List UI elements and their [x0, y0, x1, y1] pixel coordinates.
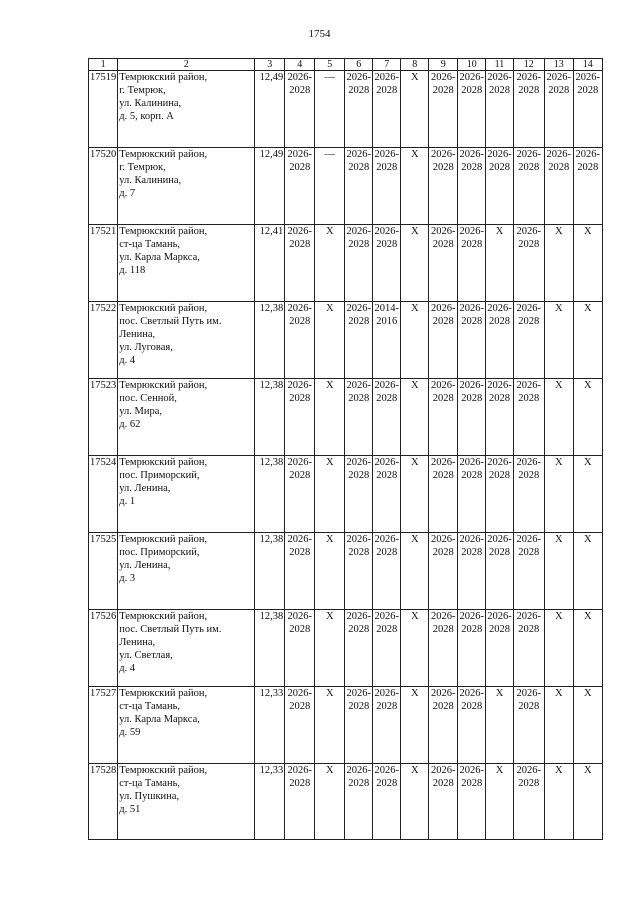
- period-cell: Х: [544, 302, 573, 379]
- period-cell: 2026- 2028: [373, 379, 401, 456]
- address-line: д. 59: [119, 727, 141, 738]
- period-cell: Х: [401, 148, 429, 225]
- period-cell: 2026- 2028: [429, 456, 458, 533]
- address-line: пос. Приморский,: [119, 470, 200, 481]
- period-cell: Х: [544, 379, 573, 456]
- address-cell: [118, 225, 255, 302]
- period-cell: 2026- 2028: [486, 533, 514, 610]
- period-cell: 2026- 2028: [373, 71, 401, 148]
- period-cell: Х: [544, 687, 573, 764]
- address-line: д. 4: [119, 663, 136, 674]
- period-cell: 2026- 2028: [345, 610, 373, 687]
- address-line: пос. Светлый Путь им.: [119, 624, 222, 635]
- period-cell: Х: [315, 379, 345, 456]
- period-cell: 2026- 2028: [573, 71, 602, 148]
- area-value: 12,38: [255, 533, 285, 610]
- column-header: 1: [89, 59, 118, 71]
- period-cell: Х: [544, 610, 573, 687]
- period-cell: 2026- 2028: [345, 302, 373, 379]
- period-cell: 2026- 2028: [458, 379, 486, 456]
- record-number: 17524: [89, 456, 118, 533]
- address-line: ст-ца Тамань,: [119, 778, 180, 789]
- column-number-row: [89, 59, 603, 71]
- table-row: [89, 379, 603, 456]
- period-cell: 2014- 2016: [373, 302, 401, 379]
- period-cell: 2026- 2028: [345, 225, 373, 302]
- area-value: 12,38: [255, 302, 285, 379]
- period-cell: 2026- 2028: [513, 533, 544, 610]
- period-cell: 2026- 2028: [458, 533, 486, 610]
- column-header: 12: [513, 59, 544, 71]
- period-cell: Х: [315, 533, 345, 610]
- period-cell: 2026- 2028: [513, 302, 544, 379]
- period-cell: 2026- 2028: [429, 71, 458, 148]
- period-cell: Х: [544, 225, 573, 302]
- period-cell: Х: [573, 764, 602, 840]
- period-cell: Х: [544, 456, 573, 533]
- address-line: пос. Сенной,: [119, 393, 177, 404]
- period-cell: Х: [544, 764, 573, 840]
- period-cell: 2026- 2028: [429, 764, 458, 840]
- area-value: 12,33: [255, 687, 285, 764]
- period-cell: Х: [486, 764, 514, 840]
- period-cell: 2026- 2028: [429, 379, 458, 456]
- address-cell: [118, 71, 255, 148]
- address-line: Темрюкский район,: [119, 149, 208, 160]
- address-line: д. 1: [119, 496, 136, 507]
- period-cell: Х: [486, 225, 514, 302]
- period-cell: 2026- 2028: [429, 225, 458, 302]
- column-header: 7: [373, 59, 401, 71]
- period-cell: Х: [315, 764, 345, 840]
- period-cell: 2026- 2028: [458, 687, 486, 764]
- period-cell: Х: [315, 302, 345, 379]
- table-row: [89, 302, 603, 379]
- address-line: д. 4: [119, 355, 136, 366]
- column-header: 2: [118, 59, 255, 71]
- address-line: д. 5, корп. А: [119, 111, 174, 122]
- address-cell: [118, 533, 255, 610]
- area-value: 12,33: [255, 764, 285, 840]
- record-number: 17521: [89, 225, 118, 302]
- address-cell: [118, 148, 255, 225]
- address-line: ул. Калинина,: [119, 98, 182, 109]
- period-cell: 2026- 2028: [373, 610, 401, 687]
- address-line: Темрюкский район,: [119, 611, 208, 622]
- address-cell: [118, 456, 255, 533]
- table-row: [89, 456, 603, 533]
- column-header: 6: [345, 59, 373, 71]
- period-cell: 2026- 2028: [513, 225, 544, 302]
- period-cell: 2026- 2028: [285, 71, 315, 148]
- address-line: Темрюкский район,: [119, 457, 208, 468]
- address-line: д. 7: [119, 188, 136, 199]
- address-line: Ленина,: [119, 329, 156, 340]
- record-number: 17520: [89, 148, 118, 225]
- period-cell: 2026- 2028: [285, 225, 315, 302]
- address-line: ул. Луговая,: [119, 342, 173, 353]
- period-cell: 2026- 2028: [285, 687, 315, 764]
- area-value: 12,38: [255, 456, 285, 533]
- period-cell: 2026- 2028: [373, 764, 401, 840]
- address-line: Темрюкский район,: [119, 765, 208, 776]
- period-cell: 2026- 2028: [458, 764, 486, 840]
- period-cell: —: [315, 71, 345, 148]
- period-cell: Х: [401, 225, 429, 302]
- period-cell: Х: [401, 687, 429, 764]
- address-cell: [118, 610, 255, 687]
- period-cell: 2026- 2028: [345, 533, 373, 610]
- period-cell: 2026- 2028: [345, 148, 373, 225]
- period-cell: 2026- 2028: [573, 148, 602, 225]
- table-row: [89, 225, 603, 302]
- period-cell: Х: [315, 225, 345, 302]
- period-cell: 2026- 2028: [285, 148, 315, 225]
- period-cell: 2026- 2028: [458, 456, 486, 533]
- period-cell: Х: [401, 533, 429, 610]
- period-cell: 2026- 2028: [429, 533, 458, 610]
- period-cell: 2026- 2028: [513, 379, 544, 456]
- period-cell: 2026- 2028: [544, 148, 573, 225]
- table-body: [89, 71, 603, 840]
- period-cell: Х: [573, 610, 602, 687]
- period-cell: 2026- 2028: [486, 148, 514, 225]
- period-cell: Х: [315, 456, 345, 533]
- period-cell: 2026- 2028: [373, 225, 401, 302]
- address-line: ст-ца Тамань,: [119, 701, 180, 712]
- address-line: пос. Светлый Путь им.: [119, 316, 222, 327]
- column-header: 9: [429, 59, 458, 71]
- period-cell: Х: [486, 687, 514, 764]
- area-value: 12,49: [255, 148, 285, 225]
- record-number: 17522: [89, 302, 118, 379]
- column-header: 3: [255, 59, 285, 71]
- period-cell: 2026- 2028: [513, 71, 544, 148]
- registry-table: [88, 58, 603, 840]
- address-line: ул. Мира,: [119, 406, 163, 417]
- address-cell: [118, 764, 255, 840]
- address-line: г. Темрюк,: [119, 162, 166, 173]
- period-cell: 2026- 2028: [513, 764, 544, 840]
- period-cell: 2026- 2028: [513, 148, 544, 225]
- record-number: 17525: [89, 533, 118, 610]
- period-cell: 2026- 2028: [345, 764, 373, 840]
- address-line: Темрюкский район,: [119, 380, 208, 391]
- address-line: Темрюкский район,: [119, 688, 208, 699]
- period-cell: 2026- 2028: [285, 533, 315, 610]
- period-cell: 2026- 2028: [458, 610, 486, 687]
- period-cell: 2026- 2028: [513, 687, 544, 764]
- period-cell: Х: [401, 379, 429, 456]
- address-line: г. Темрюк,: [119, 85, 166, 96]
- period-cell: 2026- 2028: [429, 148, 458, 225]
- period-cell: 2026- 2028: [345, 71, 373, 148]
- period-cell: Х: [401, 764, 429, 840]
- address-line: Темрюкский район,: [119, 72, 208, 83]
- address-line: ул. Калинина,: [119, 175, 182, 186]
- period-cell: Х: [544, 533, 573, 610]
- table-row: [89, 71, 603, 148]
- period-cell: —: [315, 148, 345, 225]
- period-cell: 2026- 2028: [345, 379, 373, 456]
- record-number: 17528: [89, 764, 118, 840]
- area-value: 12,38: [255, 379, 285, 456]
- period-cell: 2026- 2028: [285, 610, 315, 687]
- address-line: д. 3: [119, 573, 136, 584]
- area-value: 12,41: [255, 225, 285, 302]
- period-cell: 2026- 2028: [486, 71, 514, 148]
- period-cell: 2026- 2028: [285, 456, 315, 533]
- address-line: Темрюкский район,: [119, 226, 208, 237]
- period-cell: 2026- 2028: [544, 71, 573, 148]
- period-cell: 2026- 2028: [486, 302, 514, 379]
- address-line: Темрюкский район,: [119, 303, 208, 314]
- period-cell: 2026- 2028: [458, 148, 486, 225]
- address-line: ул. Карла Маркса,: [119, 714, 200, 725]
- table-row: [89, 533, 603, 610]
- address-line: ул. Ленина,: [119, 483, 171, 494]
- period-cell: 2026- 2028: [486, 456, 514, 533]
- period-cell: 2026- 2028: [373, 687, 401, 764]
- period-cell: 2026- 2028: [345, 456, 373, 533]
- area-value: 12,49: [255, 71, 285, 148]
- period-cell: 2026- 2028: [429, 302, 458, 379]
- period-cell: 2026- 2028: [458, 302, 486, 379]
- period-cell: 2026- 2028: [373, 533, 401, 610]
- column-header: 4: [285, 59, 315, 71]
- period-cell: 2026- 2028: [513, 610, 544, 687]
- table-row: [89, 764, 603, 840]
- period-cell: Х: [573, 302, 602, 379]
- address-line: Ленина,: [119, 637, 156, 648]
- period-cell: 2026- 2028: [373, 456, 401, 533]
- record-number: 17527: [89, 687, 118, 764]
- period-cell: Х: [401, 71, 429, 148]
- address-line: ул. Пушкина,: [119, 791, 180, 802]
- address-line: пос. Приморский,: [119, 547, 200, 558]
- column-header: 11: [486, 59, 514, 71]
- address-line: д. 62: [119, 419, 141, 430]
- period-cell: 2026- 2028: [458, 71, 486, 148]
- record-number: 17523: [89, 379, 118, 456]
- address-line: д. 51: [119, 804, 141, 815]
- page-number: 1754: [308, 28, 331, 40]
- record-number: 17526: [89, 610, 118, 687]
- period-cell: 2026- 2028: [285, 302, 315, 379]
- address-line: ул. Карла Маркса,: [119, 252, 200, 263]
- period-cell: Х: [315, 610, 345, 687]
- table-row: [89, 610, 603, 687]
- period-cell: 2026- 2028: [486, 379, 514, 456]
- period-cell: Х: [315, 687, 345, 764]
- address-line: Темрюкский район,: [119, 534, 208, 545]
- period-cell: Х: [573, 379, 602, 456]
- column-header: 5: [315, 59, 345, 71]
- address-line: ст-ца Тамань,: [119, 239, 180, 250]
- column-header: 8: [401, 59, 429, 71]
- period-cell: Х: [573, 687, 602, 764]
- record-number: 17519: [89, 71, 118, 148]
- area-value: 12,38: [255, 610, 285, 687]
- address-line: ул. Светлая,: [119, 650, 173, 661]
- column-header: 10: [458, 59, 486, 71]
- table-row: [89, 148, 603, 225]
- period-cell: 2026- 2028: [486, 610, 514, 687]
- period-cell: 2026- 2028: [373, 148, 401, 225]
- address-line: д. 118: [119, 265, 146, 276]
- column-header: 14: [573, 59, 602, 71]
- period-cell: 2026- 2028: [285, 764, 315, 840]
- period-cell: Х: [573, 533, 602, 610]
- period-cell: Х: [573, 225, 602, 302]
- period-cell: 2026- 2028: [345, 687, 373, 764]
- period-cell: Х: [401, 302, 429, 379]
- table-row: [89, 687, 603, 764]
- period-cell: 2026- 2028: [429, 687, 458, 764]
- period-cell: Х: [401, 456, 429, 533]
- address-cell: [118, 302, 255, 379]
- address-line: ул. Ленина,: [119, 560, 171, 571]
- period-cell: Х: [401, 610, 429, 687]
- column-header: 13: [544, 59, 573, 71]
- period-cell: 2026- 2028: [429, 610, 458, 687]
- period-cell: 2026- 2028: [513, 456, 544, 533]
- address-cell: [118, 687, 255, 764]
- address-cell: [118, 379, 255, 456]
- period-cell: 2026- 2028: [458, 225, 486, 302]
- period-cell: Х: [573, 456, 602, 533]
- period-cell: 2026- 2028: [285, 379, 315, 456]
